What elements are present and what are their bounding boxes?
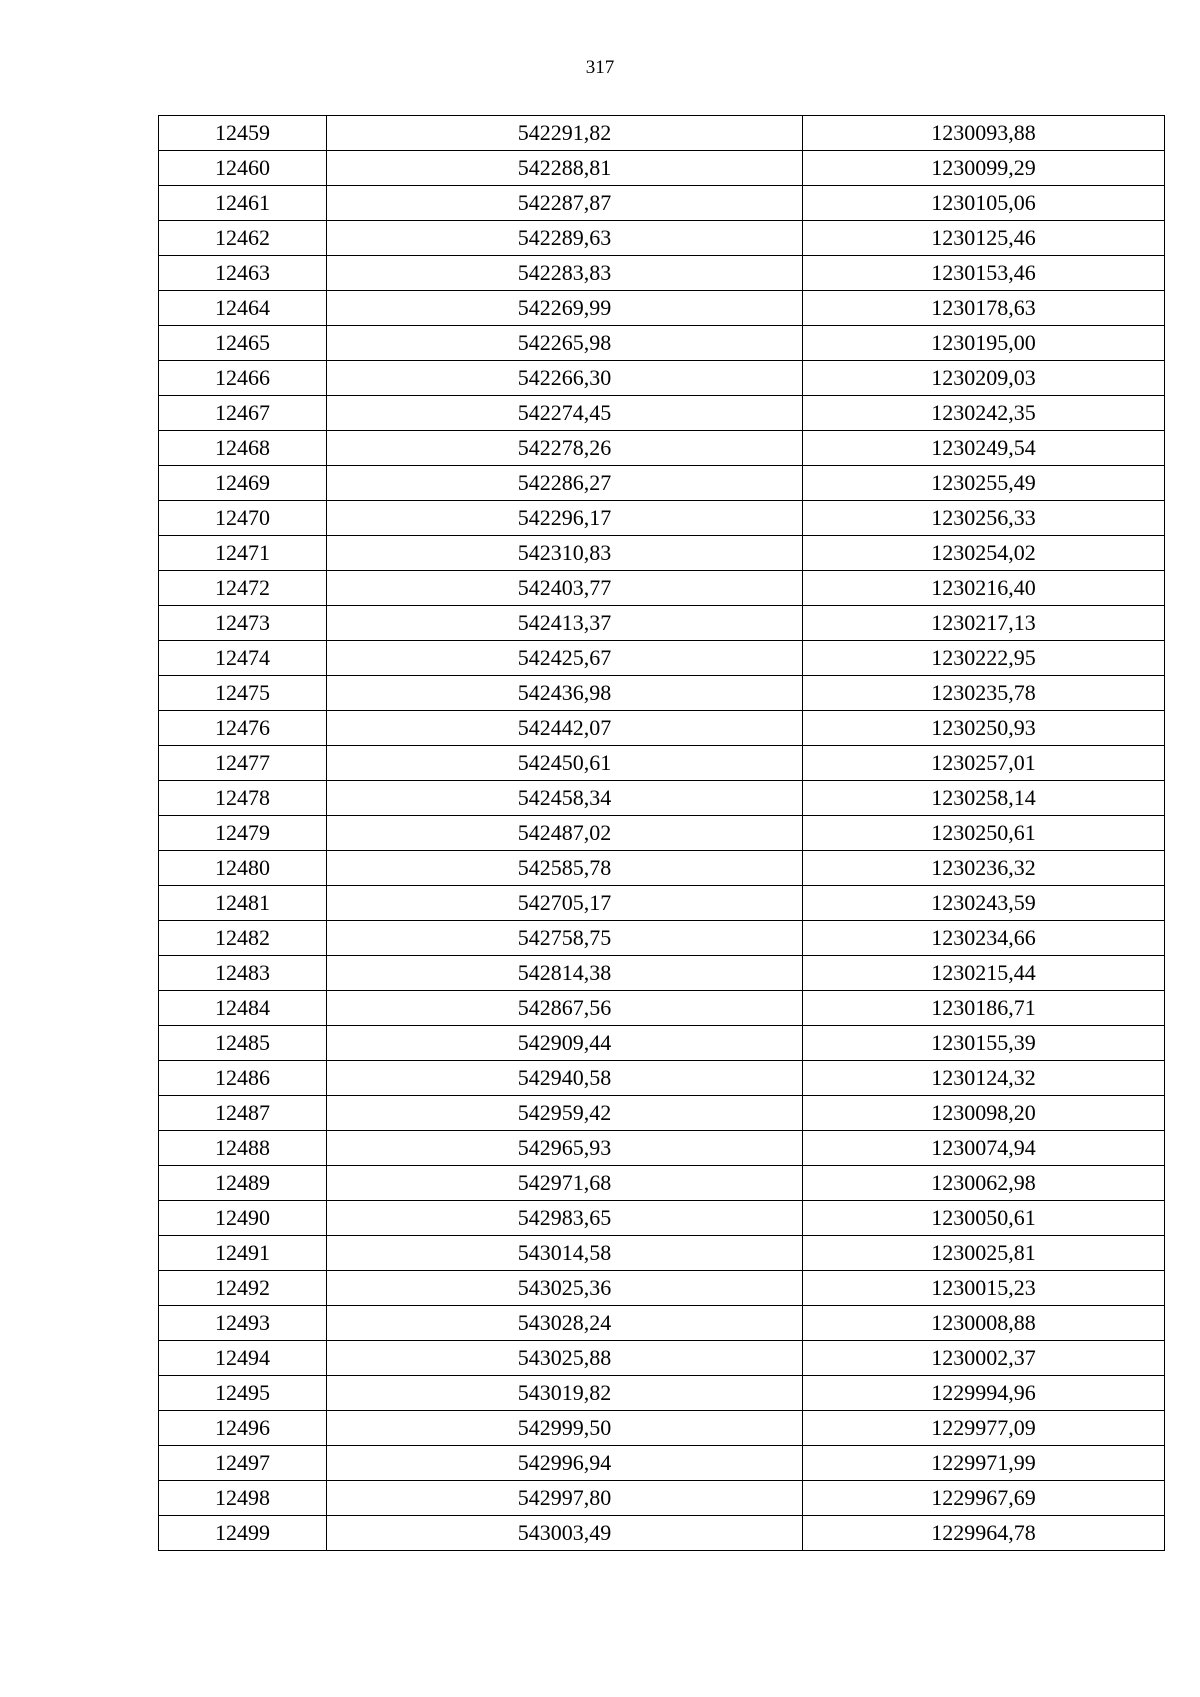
point-number-cell: 12492 <box>159 1271 327 1306</box>
point-number-cell: 12499 <box>159 1516 327 1551</box>
y-coordinate-cell: 1230002,37 <box>803 1341 1165 1376</box>
table-row <box>159 186 1165 221</box>
x-coordinate-cell: 542959,42 <box>327 1096 803 1131</box>
table-row <box>159 606 1165 641</box>
point-number-cell: 12480 <box>159 851 327 886</box>
y-coordinate-cell: 1230025,81 <box>803 1236 1165 1271</box>
table-row <box>159 1376 1165 1411</box>
y-coordinate-cell: 1230195,00 <box>803 326 1165 361</box>
table-row <box>159 746 1165 781</box>
point-number-cell: 12496 <box>159 1411 327 1446</box>
y-coordinate-cell: 1230255,49 <box>803 466 1165 501</box>
table-row <box>159 256 1165 291</box>
x-coordinate-cell: 543019,82 <box>327 1376 803 1411</box>
table-row <box>159 571 1165 606</box>
x-coordinate-cell: 542310,83 <box>327 536 803 571</box>
x-coordinate-cell: 542283,83 <box>327 256 803 291</box>
point-number-cell: 12488 <box>159 1131 327 1166</box>
y-coordinate-cell: 1230217,13 <box>803 606 1165 641</box>
y-coordinate-cell: 1230050,61 <box>803 1201 1165 1236</box>
x-coordinate-cell: 542436,98 <box>327 676 803 711</box>
point-number-cell: 12473 <box>159 606 327 641</box>
table-row <box>159 956 1165 991</box>
x-coordinate-cell: 542585,78 <box>327 851 803 886</box>
x-coordinate-cell: 543028,24 <box>327 1306 803 1341</box>
point-number-cell: 12491 <box>159 1236 327 1271</box>
y-coordinate-cell: 1230236,32 <box>803 851 1165 886</box>
table-row <box>159 116 1165 151</box>
coordinates-table-body <box>159 116 1165 1551</box>
y-coordinate-cell: 1230250,93 <box>803 711 1165 746</box>
x-coordinate-cell: 543025,36 <box>327 1271 803 1306</box>
y-coordinate-cell: 1230243,59 <box>803 886 1165 921</box>
table-row <box>159 676 1165 711</box>
y-coordinate-cell: 1230178,63 <box>803 291 1165 326</box>
x-coordinate-cell: 542288,81 <box>327 151 803 186</box>
y-coordinate-cell: 1230186,71 <box>803 991 1165 1026</box>
table-row <box>159 1061 1165 1096</box>
x-coordinate-cell: 542814,38 <box>327 956 803 991</box>
point-number-cell: 12493 <box>159 1306 327 1341</box>
y-coordinate-cell: 1230256,33 <box>803 501 1165 536</box>
y-coordinate-cell: 1230254,02 <box>803 536 1165 571</box>
y-coordinate-cell: 1230242,35 <box>803 396 1165 431</box>
point-number-cell: 12482 <box>159 921 327 956</box>
x-coordinate-cell: 542425,67 <box>327 641 803 676</box>
table-row <box>159 1096 1165 1131</box>
point-number-cell: 12487 <box>159 1096 327 1131</box>
table-row <box>159 1271 1165 1306</box>
x-coordinate-cell: 542291,82 <box>327 116 803 151</box>
y-coordinate-cell: 1230098,20 <box>803 1096 1165 1131</box>
point-number-cell: 12459 <box>159 116 327 151</box>
table-row <box>159 1411 1165 1446</box>
y-coordinate-cell: 1230062,98 <box>803 1166 1165 1201</box>
table-row <box>159 1166 1165 1201</box>
table-row <box>159 816 1165 851</box>
x-coordinate-cell: 542487,02 <box>327 816 803 851</box>
table-row <box>159 641 1165 676</box>
y-coordinate-cell: 1230124,32 <box>803 1061 1165 1096</box>
x-coordinate-cell: 542265,98 <box>327 326 803 361</box>
x-coordinate-cell: 542705,17 <box>327 886 803 921</box>
table-row <box>159 1446 1165 1481</box>
page-number: 317 <box>585 57 615 78</box>
coordinates-table <box>158 115 1165 1551</box>
point-number-cell: 12494 <box>159 1341 327 1376</box>
point-number-cell: 12489 <box>159 1166 327 1201</box>
point-number-cell: 12461 <box>159 186 327 221</box>
y-coordinate-cell: 1230105,06 <box>803 186 1165 221</box>
point-number-cell: 12479 <box>159 816 327 851</box>
x-coordinate-cell: 542278,26 <box>327 431 803 466</box>
table-row <box>159 1131 1165 1166</box>
table-row <box>159 1236 1165 1271</box>
x-coordinate-cell: 542296,17 <box>327 501 803 536</box>
point-number-cell: 12463 <box>159 256 327 291</box>
point-number-cell: 12460 <box>159 151 327 186</box>
y-coordinate-cell: 1230155,39 <box>803 1026 1165 1061</box>
x-coordinate-cell: 543025,88 <box>327 1341 803 1376</box>
point-number-cell: 12462 <box>159 221 327 256</box>
y-coordinate-cell: 1230215,44 <box>803 956 1165 991</box>
table-row <box>159 851 1165 886</box>
x-coordinate-cell: 542458,34 <box>327 781 803 816</box>
table-row <box>159 921 1165 956</box>
y-coordinate-cell: 1230125,46 <box>803 221 1165 256</box>
y-coordinate-cell: 1230008,88 <box>803 1306 1165 1341</box>
y-coordinate-cell: 1230222,95 <box>803 641 1165 676</box>
y-coordinate-cell: 1230235,78 <box>803 676 1165 711</box>
x-coordinate-cell: 543003,49 <box>327 1516 803 1551</box>
x-coordinate-cell: 542997,80 <box>327 1481 803 1516</box>
y-coordinate-cell: 1229971,99 <box>803 1446 1165 1481</box>
x-coordinate-cell: 542983,65 <box>327 1201 803 1236</box>
table-row <box>159 536 1165 571</box>
table-row <box>159 1201 1165 1236</box>
table-row <box>159 1516 1165 1551</box>
table-row <box>159 711 1165 746</box>
x-coordinate-cell: 542971,68 <box>327 1166 803 1201</box>
table-row <box>159 886 1165 921</box>
point-number-cell: 12465 <box>159 326 327 361</box>
point-number-cell: 12471 <box>159 536 327 571</box>
point-number-cell: 12468 <box>159 431 327 466</box>
x-coordinate-cell: 542758,75 <box>327 921 803 956</box>
x-coordinate-cell: 542269,99 <box>327 291 803 326</box>
table-row <box>159 501 1165 536</box>
x-coordinate-cell: 542909,44 <box>327 1026 803 1061</box>
x-coordinate-cell: 542287,87 <box>327 186 803 221</box>
table-row <box>159 1341 1165 1376</box>
table-row <box>159 991 1165 1026</box>
table-row <box>159 781 1165 816</box>
x-coordinate-cell: 542403,77 <box>327 571 803 606</box>
y-coordinate-cell: 1230074,94 <box>803 1131 1165 1166</box>
x-coordinate-cell: 542266,30 <box>327 361 803 396</box>
table-row <box>159 466 1165 501</box>
point-number-cell: 12486 <box>159 1061 327 1096</box>
table-row <box>159 291 1165 326</box>
point-number-cell: 12476 <box>159 711 327 746</box>
y-coordinate-cell: 1230249,54 <box>803 431 1165 466</box>
table-row <box>159 361 1165 396</box>
y-coordinate-cell: 1230257,01 <box>803 746 1165 781</box>
point-number-cell: 12498 <box>159 1481 327 1516</box>
table-row <box>159 431 1165 466</box>
point-number-cell: 12464 <box>159 291 327 326</box>
point-number-cell: 12477 <box>159 746 327 781</box>
point-number-cell: 12481 <box>159 886 327 921</box>
table-row <box>159 396 1165 431</box>
point-number-cell: 12484 <box>159 991 327 1026</box>
table-row <box>159 326 1165 361</box>
point-number-cell: 12478 <box>159 781 327 816</box>
y-coordinate-cell: 1229977,09 <box>803 1411 1165 1446</box>
point-number-cell: 12490 <box>159 1201 327 1236</box>
point-number-cell: 12497 <box>159 1446 327 1481</box>
table-row <box>159 1306 1165 1341</box>
x-coordinate-cell: 542965,93 <box>327 1131 803 1166</box>
point-number-cell: 12472 <box>159 571 327 606</box>
point-number-cell: 12495 <box>159 1376 327 1411</box>
table-row <box>159 1026 1165 1061</box>
table-row <box>159 1481 1165 1516</box>
x-coordinate-cell: 542442,07 <box>327 711 803 746</box>
y-coordinate-cell: 1229994,96 <box>803 1376 1165 1411</box>
y-coordinate-cell: 1230234,66 <box>803 921 1165 956</box>
y-coordinate-cell: 1230216,40 <box>803 571 1165 606</box>
point-number-cell: 12469 <box>159 466 327 501</box>
point-number-cell: 12467 <box>159 396 327 431</box>
table-row <box>159 221 1165 256</box>
point-number-cell: 12466 <box>159 361 327 396</box>
y-coordinate-cell: 1230093,88 <box>803 116 1165 151</box>
point-number-cell: 12483 <box>159 956 327 991</box>
x-coordinate-cell: 542413,37 <box>327 606 803 641</box>
table-row <box>159 151 1165 186</box>
y-coordinate-cell: 1230099,29 <box>803 151 1165 186</box>
point-number-cell: 12475 <box>159 676 327 711</box>
x-coordinate-cell: 542289,63 <box>327 221 803 256</box>
x-coordinate-cell: 542286,27 <box>327 466 803 501</box>
x-coordinate-cell: 542450,61 <box>327 746 803 781</box>
x-coordinate-cell: 542940,58 <box>327 1061 803 1096</box>
x-coordinate-cell: 542996,94 <box>327 1446 803 1481</box>
x-coordinate-cell: 542999,50 <box>327 1411 803 1446</box>
point-number-cell: 12485 <box>159 1026 327 1061</box>
y-coordinate-cell: 1230209,03 <box>803 361 1165 396</box>
x-coordinate-cell: 542274,45 <box>327 396 803 431</box>
point-number-cell: 12474 <box>159 641 327 676</box>
y-coordinate-cell: 1229964,78 <box>803 1516 1165 1551</box>
y-coordinate-cell: 1230258,14 <box>803 781 1165 816</box>
x-coordinate-cell: 543014,58 <box>327 1236 803 1271</box>
y-coordinate-cell: 1230153,46 <box>803 256 1165 291</box>
y-coordinate-cell: 1229967,69 <box>803 1481 1165 1516</box>
x-coordinate-cell: 542867,56 <box>327 991 803 1026</box>
point-number-cell: 12470 <box>159 501 327 536</box>
y-coordinate-cell: 1230250,61 <box>803 816 1165 851</box>
y-coordinate-cell: 1230015,23 <box>803 1271 1165 1306</box>
